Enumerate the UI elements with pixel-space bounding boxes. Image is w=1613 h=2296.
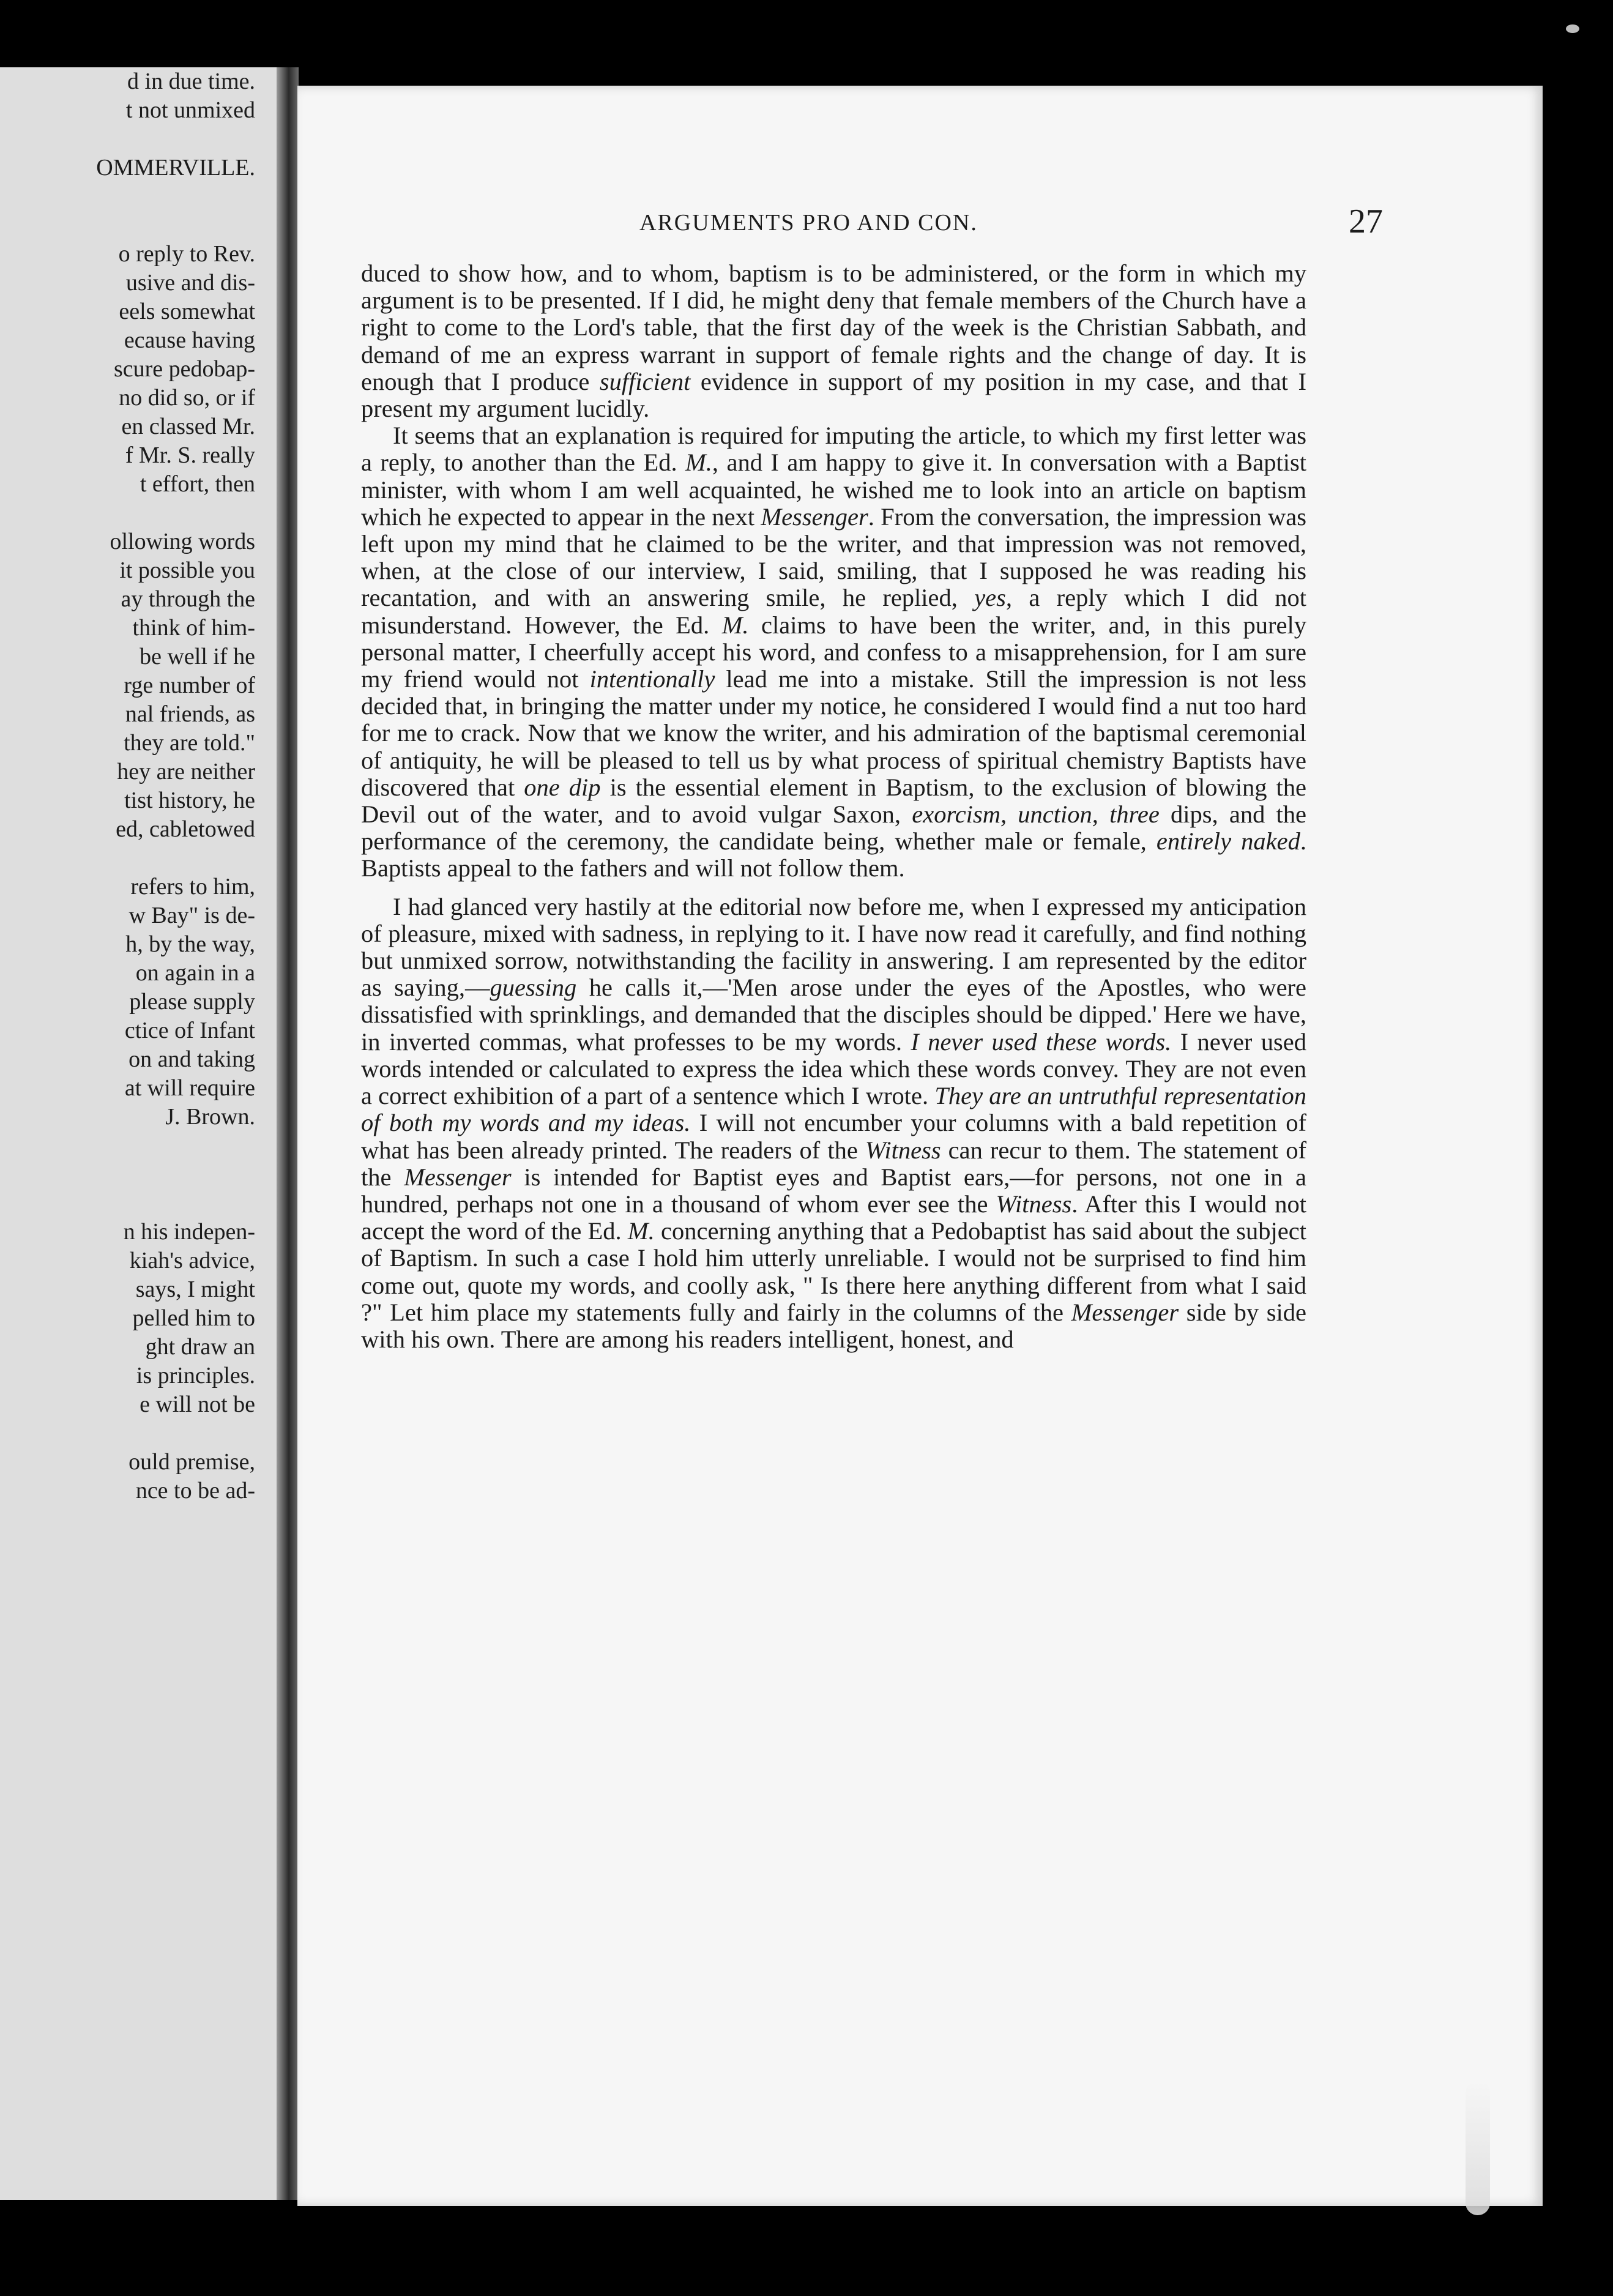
facing-page-line: d in due time. [127,69,255,94]
text-run: . Baptists appeal to the fathers and will not follow them. [361,827,1306,882]
page-number: 27 [1349,203,1383,240]
italic-run: Messenger [1071,1298,1179,1326]
text-run: I will not encumber your columns with a bald repetition of what has been already printed. The readers of the [361,1109,1306,1164]
facing-page-line [0,1160,255,1189]
italic-run: Messenger [761,502,868,531]
facing-page-line: think of him- [132,615,255,641]
facing-page-line: t not unmixed [125,97,255,123]
facing-page-line: ollowing words [110,529,255,554]
text-run: dips, and the performance of the ceremony, the candidate being, whether male or female, [361,800,1307,855]
facing-page-line: usive and dis- [125,270,255,296]
text-run: I never used words intended or calculated to express the idea which these words convey. They are not even a correct exhibition of a part of a sentence which I wrote. [361,1027,1306,1110]
facing-page-line: tist history, he [124,788,255,813]
italic-run: entirely naked [1156,827,1300,855]
facing-page-line: nal friends, as [125,701,255,727]
italic-run: Witness [865,1136,941,1164]
text-run: . From the conversation, the impression was left upon my mind that he claimed to be the writer, and that impression was not removed, when, at the close of our interview, I said, smiling, that I supposed he was reading his recantation, and with an answering smile, he replied, [361,502,1307,612]
facing-page-line: OMMERVILLE. [96,155,255,181]
facing-page-line: kiah's advice, [129,1248,255,1273]
italic-run: M. [685,449,712,477]
facing-page-line [0,844,255,873]
facing-page-line: e will not be [140,1392,255,1417]
page-header [343,203,1383,252]
text-run: is the essential element in Baptism, to the exclusion of blowing the Devil out of the water, and to avoid vulgar Saxon, [361,773,1306,829]
facing-page-line: eels somewhat [119,299,255,324]
facing-page-line: refers to him, [130,874,255,900]
facing-page-line: ctice of Infant [124,1018,255,1043]
facing-page-fragment [0,67,278,2200]
facing-page-line: t effort, then [140,471,255,497]
facing-page-line: says, I might [135,1277,255,1302]
facing-page-line: n his indepen- [123,1219,255,1245]
facing-page-line: they are told." [124,730,255,756]
facing-page-line: en classed Mr. [121,414,255,439]
facing-page-line: ght draw an [145,1334,255,1360]
running-head: ARGUMENTS PRO AND CON. [639,210,978,236]
facing-page-line [0,182,255,211]
text-run: evidence in support of my position in my case, and that I present my argument lucidly. [361,367,1306,423]
facing-page-line: o reply to Rev. [118,241,255,267]
text-run: . After this I would not accept the word of the Ed. [361,1190,1306,1245]
text-run: side by side with his own. There are among his readers intelligent, honest, and [361,1298,1306,1353]
facing-page-line [0,211,255,240]
facing-page-line [0,499,255,527]
text-run: claims to have been the writer, and, in this purely personal matter, I cheerfully accept his word, and confess to a misapprehension, for I am sure my friend would not [361,611,1306,693]
italic-run: M. [627,1217,655,1245]
text-run: concerning anything that a Pedobaptist has said about the subject of Baptism. In such a case I hold him utterly unreliable. I would not be surprised to find him come out, quote my words, and coolly ask, " Is there here anything different from what I said ?" Let him place my statements fully and fairly in the columns of the [361,1217,1306,1326]
italic-run: Messenger [404,1163,512,1191]
facing-page-line [0,1189,255,1218]
body-text [361,260,1306,1353]
italic-run: intentionally [589,665,715,693]
facing-page-line: scure pedobap- [113,356,255,382]
text-run: can recur to them. The statement of the [361,1136,1306,1191]
text-run: , a reply which I did not misunderstand. However, the Ed. [361,584,1306,639]
italic-run: sufficient [599,367,691,395]
facing-page-line: pelled him to [132,1305,255,1331]
facing-page-line: hey are neither [117,759,255,785]
italic-run: yes [974,584,1006,612]
scan-speck [1566,24,1579,33]
italic-run: M. [721,611,749,639]
italic-run: exorcism, unction, three [912,800,1160,829]
body-paragraph [361,893,1306,1353]
facing-page-line: h, by the way, [125,931,255,957]
facing-page-line [0,1419,255,1448]
text-run: is intended for Baptist eyes and Baptist ears,—for persons, not one in a hundred, perhaps not one in a thousand of whom ever see the [361,1163,1306,1218]
facing-page-line: no did so, or if [119,385,255,411]
page-edge-glare [1466,2081,1490,2215]
book-gutter [277,67,299,2200]
italic-run: one dip [524,773,601,801]
facing-page-line: ed, cabletowed [116,816,255,842]
italic-run: guessing [490,974,577,1002]
facing-page-line: on again in a [135,960,255,986]
facing-page-line: ould premise, [129,1449,255,1475]
facing-page-line [0,125,255,154]
text-run: It seems that an explanation is required for imputing the article, to which my first letter was a reply, to another than the Ed. [361,422,1306,477]
facing-page-line: is principles. [136,1363,255,1388]
body-paragraph [361,260,1306,422]
facing-page-line: f Mr. S. really [125,442,255,468]
facing-page-line: rge number of [124,673,255,698]
text-run: , and I am happy to give it. In conversation with a Baptist minister, with whom I am well acquainted, he wished me to look into an article on baptism which he expected to appear in the next [361,449,1306,531]
body-paragraph [361,422,1306,882]
facing-page-line: J. Brown. [165,1104,255,1130]
facing-page-line: ay through the [121,586,255,612]
facing-page-line: please supply [129,989,255,1015]
facing-page-line [0,1131,255,1160]
text-run: duced to show how, and to whom, baptism is to be administered, or the form in which my argument is to be presented. If I did, he might deny that female members of the Church have a right to come to the Lord's table, that the first day of the week is the Christian Sabbath, and demand of me an express warrant in support of female rights and the change of day. It is enough that I produce [361,259,1306,395]
text-run: I had glanced very hastily at the editorial now before me, when I expressed my anticipation of pleasure, mixed with sadness, in replying to it. I have now read it carefully, and find nothing but unmixed sorrow, notwithstanding the facility in answering. I am represented by the editor as saying,— [361,892,1306,1002]
facing-page-line: ecause having [124,327,255,353]
facing-page-line: at will require [124,1075,255,1101]
facing-page-line: it possible you [119,557,255,583]
facing-page-line: on and taking [129,1046,255,1072]
text-run: he calls it,—'Men arose under the eyes of the Apostles, who were dissatisfied with sprinklings, and demanded that the disciples should be dipped.' Here we have, in inverted commas, what professes to be my words. [361,974,1307,1056]
italic-run: I never used these words. [911,1027,1172,1056]
italic-run: Witness [996,1190,1072,1218]
facing-page-line: w Bay" is de- [129,903,255,928]
facing-page-line: be well if he [140,644,255,669]
facing-page-line: nce to be ad- [135,1478,255,1504]
text-run: lead me into a mistake. Still the impression is not less decided that, in bringing the matter under my notice, he considered I would find a nut too hard for me to crack. Now that we know the writer, and his admiration of the baptismal ceremonial of antiquity, he will be pleased to tell us by what process of spiritual chemistry Baptists have discovered that [361,665,1306,801]
italic-run: They are an untruthful representation of both my words and my ideas. [361,1082,1306,1137]
facing-page-text [0,67,255,1505]
